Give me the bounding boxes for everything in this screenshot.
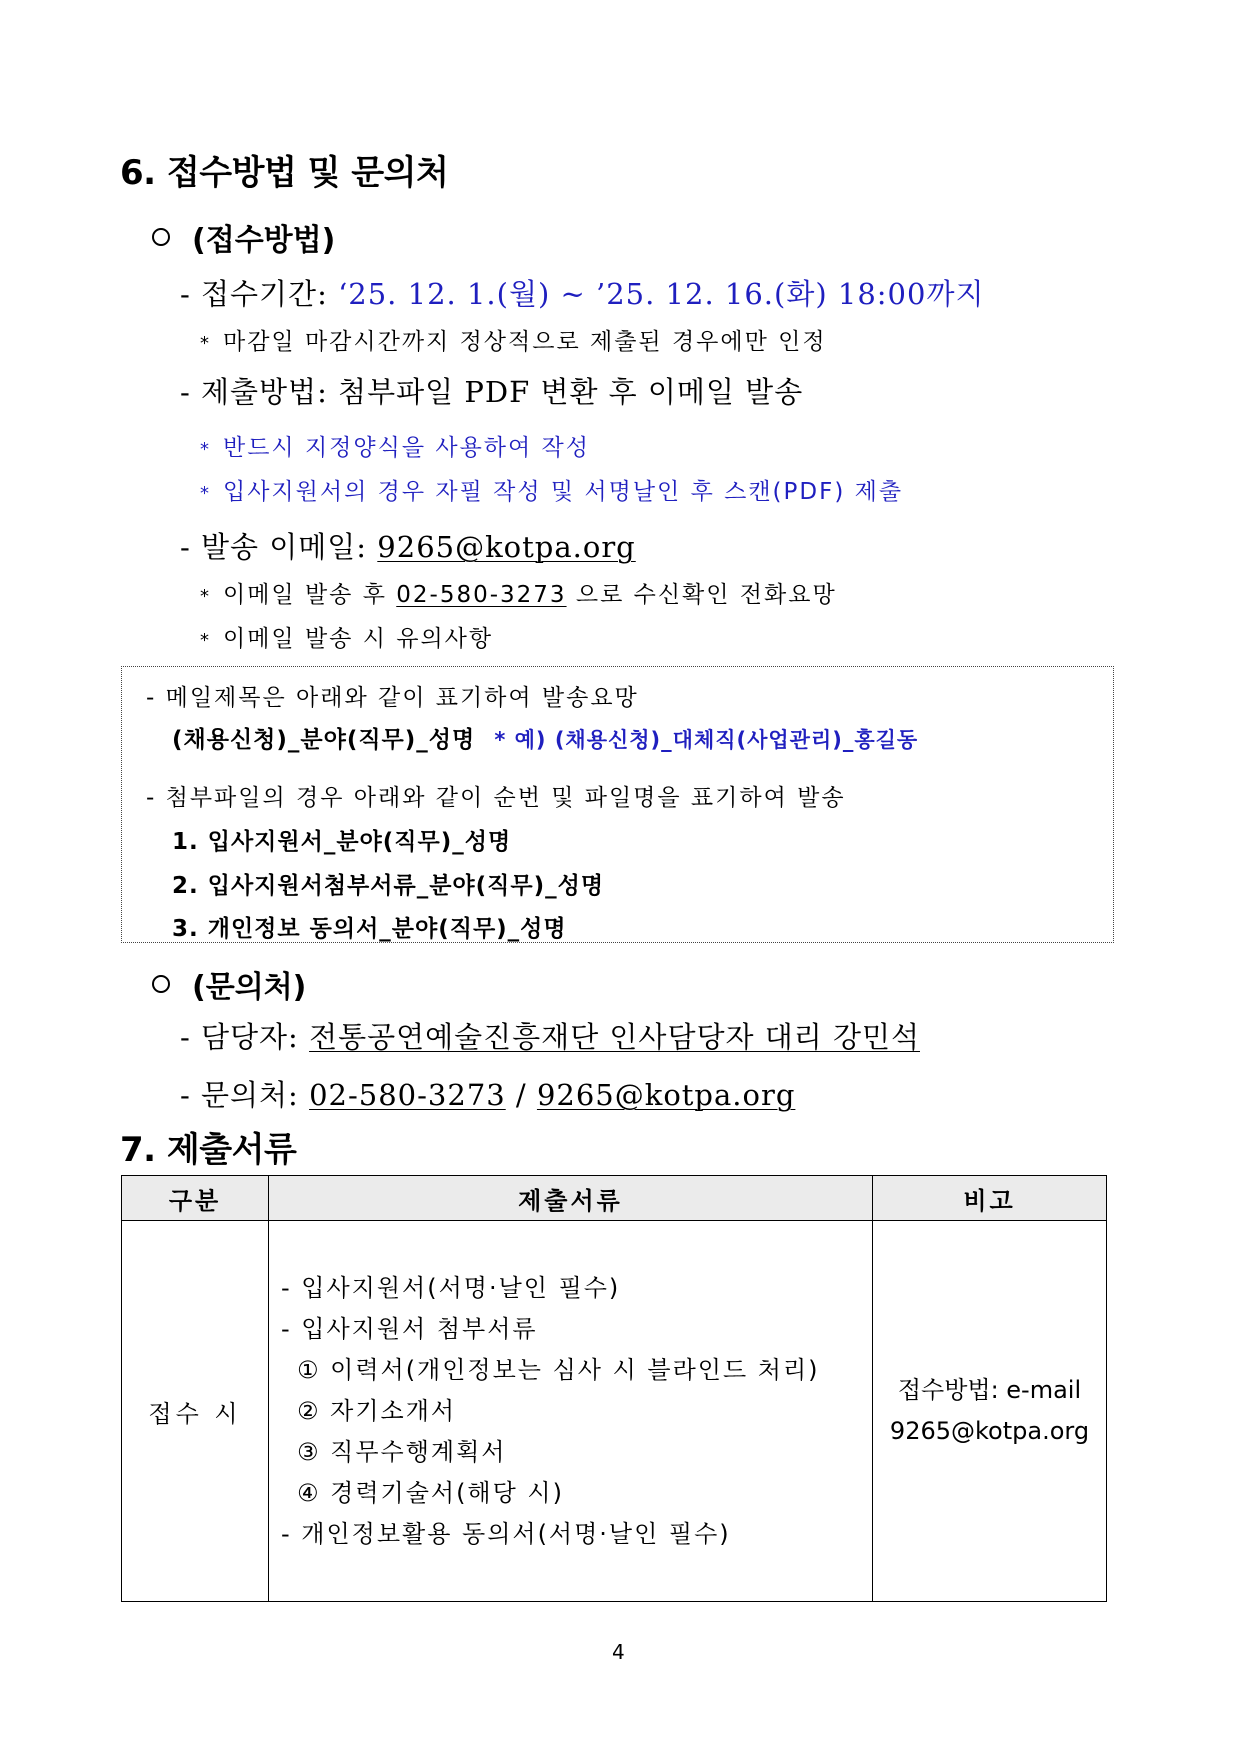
reception-period-label: - 접수기간: <box>180 277 339 311</box>
subject-format-row <box>172 721 918 754</box>
send-email-link[interactable]: 9265@kotpa.org <box>377 530 636 564</box>
header-remarks: 비고 <box>873 1176 1107 1221</box>
file-name-item: 2. 입사지원서첨부서류_분야(직무)_성명 <box>172 873 605 899</box>
manager-name: 전통공연예술진흥재단 인사담당자 대리 강민석 <box>309 1020 920 1054</box>
section-6-title: 6. 접수방법 및 문의처 <box>120 153 449 193</box>
remarks-cell <box>873 1221 1107 1602</box>
asterisk-icon: * <box>200 630 211 651</box>
section-7-title: 7. 제출서류 <box>120 1130 297 1170</box>
contact-inquiry: - 문의처: 02-580-3273 / 9265@kotpa.org <box>180 1078 796 1112</box>
confirm-phone-link[interactable]: 02-580-3273 <box>396 582 567 608</box>
circle-bullet-icon <box>152 228 170 246</box>
asterisk-icon: * <box>200 333 211 354</box>
send-email-label: - 발송 이메일: <box>180 530 378 564</box>
reception-period-value: ‘25. 12. 1.(월) ~ ’25. 12. 16.(화) 18:00까지 <box>338 277 985 311</box>
submission-method: - 제출방법: 첨부파일 PDF 변환 후 이메일 발송 <box>180 375 804 409</box>
documents-list-cell <box>269 1221 873 1602</box>
send-email <box>180 525 636 566</box>
inquiry-email-link[interactable]: 9265@kotpa.org <box>536 1078 796 1112</box>
submission-note-1: * 반드시 지정양식을 사용하여 작성 <box>200 435 590 461</box>
guideline-subject-line: - 메일제목은 아래와 같이 표기하여 발송요망 <box>146 685 639 711</box>
guideline-attachment-line: - 첨부파일의 경우 아래와 같이 순번 및 파일명을 표기하여 발송 <box>146 785 846 811</box>
file-name-item: 1. 입사지원서_분야(직무)_성명 <box>172 829 512 855</box>
list-item: - 입사지원서(서명·날인 필수) <box>281 1273 621 1302</box>
contact-manager: - 담당자: 전통공연예술진흥재단 인사담당자 대리 강민석 <box>180 1020 920 1054</box>
reception-period <box>180 272 984 313</box>
contact-heading <box>152 962 306 1006</box>
list-item: ② 자기소개서 <box>297 1396 457 1425</box>
list-item: ③ 직무수행계획서 <box>297 1437 507 1466</box>
subject-example: * 예) (채용신청)_대체직(사업관리)_홍길동 <box>494 728 919 752</box>
asterisk-icon: * <box>200 439 211 460</box>
remark-email: 9265@kotpa.org <box>889 1417 1090 1445</box>
page-number: 4 <box>612 1640 625 1664</box>
submission-note-2: * 입사지원서의 경우 자필 작성 및 서명날인 후 스캔(PDF) 제출 <box>200 479 904 505</box>
file-name-item: 3. 개인정보 동의서_분야(직무)_성명 <box>172 916 567 942</box>
list-item: ① 이력서(개인정보는 심사 시 블라인드 처리) <box>297 1355 820 1384</box>
inquiry-phone-link[interactable]: 02-580-3273 <box>309 1078 506 1112</box>
asterisk-icon: * <box>200 483 211 504</box>
email-guidelines-box <box>121 666 1114 943</box>
list-item: - 입사지원서 첨부서류 <box>281 1314 538 1343</box>
contact-heading-text: (문의처) <box>192 970 307 1005</box>
circle-bullet-icon <box>152 975 170 993</box>
header-documents: 제출서류 <box>269 1176 873 1221</box>
table-row <box>122 1221 1107 1602</box>
method-heading <box>152 215 335 259</box>
email-note-1: * 이메일 발송 후 02-580-3273 으로 수신확인 전화요망 <box>200 582 837 608</box>
list-item: ④ 경력기술서(해당 시) <box>297 1478 564 1507</box>
list-item: - 개인정보활용 동의서(서명·날인 필수) <box>281 1519 731 1548</box>
documents-table <box>121 1175 1107 1602</box>
method-heading-text: (접수방법) <box>192 223 336 258</box>
subject-format: (채용신청)_분야(직무)_성명 <box>172 727 476 753</box>
header-category: 구분 <box>122 1176 269 1221</box>
table-header-row <box>122 1176 1107 1221</box>
category-cell: 접수 시 <box>122 1221 269 1602</box>
reception-period-note: * 마감일 마감시간까지 정상적으로 제출된 경우에만 인정 <box>200 329 827 355</box>
email-note-2: * 이메일 발송 시 유의사항 <box>200 626 494 652</box>
remark-method: 접수방법: e-mail <box>897 1376 1082 1404</box>
asterisk-icon: * <box>200 586 211 607</box>
